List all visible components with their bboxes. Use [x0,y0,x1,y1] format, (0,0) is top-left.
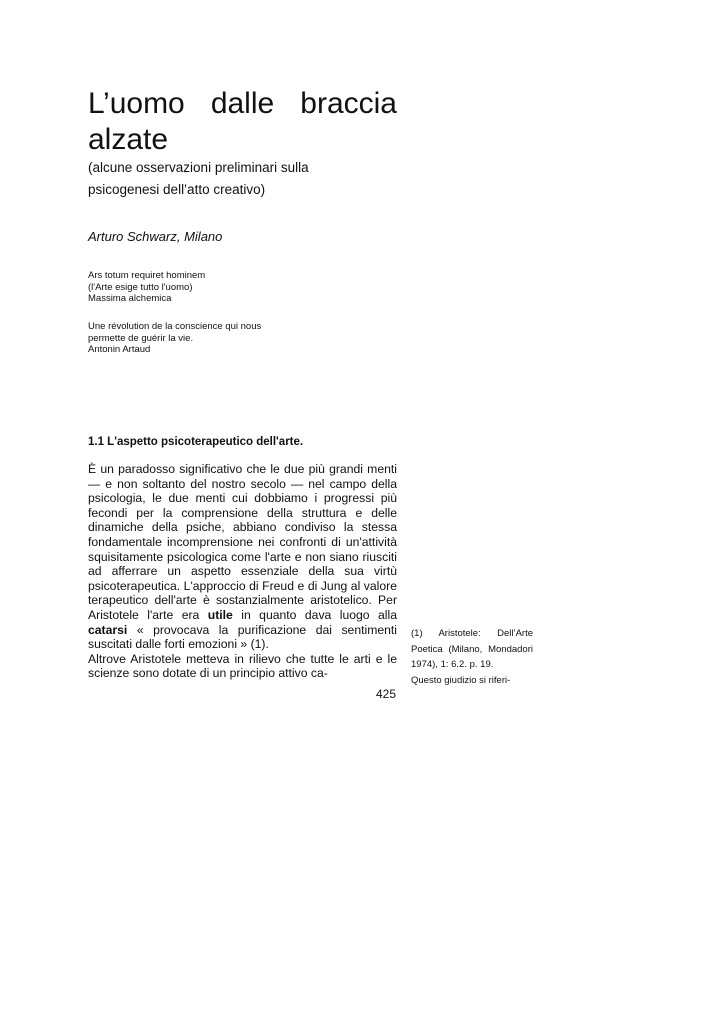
epigraph-line: (l'Arte esige tutto l'uomo) [88,281,193,293]
body-line: Altrove Aristotele metteva in rilievo che tutte le arti e le [88,651,397,666]
epigraph-source: Antonin Artaud [88,344,151,355]
body-text-run: « provocava la purificazione dai sentimenti [136,622,397,637]
body-line: terapeutico dell'arte è sostanzialmente aristotelico. Per [88,593,397,608]
epigraph-line: Ars totum requiret hominem [88,270,206,281]
title-line-1: L’uomo dalle braccia [88,87,397,120]
emphasis-utile: utile [207,607,233,622]
body-line: suscitati dalle forti emozioni » (1). [88,637,269,652]
footnote-line: (1) Aristotele: Dell’Arte [411,628,533,639]
body-text-run: in quanto dava luogo alla [241,607,397,622]
footnote [411,626,533,688]
epigraph-line: Une révolution de la conscience qui nous [88,321,262,332]
emphasis-catarsi: catarsi [88,622,128,637]
page-number: 425 [376,687,397,701]
body-line [88,623,397,638]
body-text-run: Aristotele l'arte era [88,607,200,622]
body-line: ad afferrare un aspetto essenziale della sua virtù [88,564,397,579]
epigraph-artaud [88,321,388,356]
body-line: — e non soltanto del nostro secolo — nel campo della [88,476,397,491]
title-line-2: alzate [88,123,169,156]
footnote-line: 1974), 1: 6.2. p. 19. [411,659,494,670]
body-line: squisitamente psicologica come l'arte e non siano riusciti [88,549,397,564]
body-line [88,608,397,623]
article-subtitle [88,157,408,201]
epigraph-alchemical [88,270,388,305]
epigraph-source: Massima alchemica [88,293,172,304]
body-line: scienze sono dotate di un principio attivo ca- [88,666,328,681]
body-line: fondamentale incomprensione nei confronti di un'attività [88,534,397,549]
body-line: psicoterapeutica. L'approccio di Freud e di Jung al valore [88,578,397,593]
footnote-line: Poetica (Milano, Mondadori [411,643,533,655]
body-line: fecondi per la comprensione della struttura e delle [88,505,397,520]
body-paragraph [88,462,397,681]
article-title [88,86,397,158]
body-line: dinamiche della psiche, abbiano condiviso la stessa [88,520,397,535]
body-line: È un paradosso significativo che le due più grandi menti [88,462,397,476]
footnote-line: Questo giudizio si riferi- [411,674,511,686]
epigraph-line: permette de guérir la vie. [88,332,194,344]
subtitle-line-1: (alcune osservazioni preliminari sulla [88,160,309,175]
subtitle-line-2: psicogenesi dell’atto creativo) [88,182,266,197]
body-line: psicologia, le due menti cui dobbiamo i progressi più [88,491,397,506]
section-heading: 1.1 L'aspetto psicoterapeutico dell'arte. [88,436,304,448]
author-byline: Arturo Schwarz, Milano [88,229,223,244]
